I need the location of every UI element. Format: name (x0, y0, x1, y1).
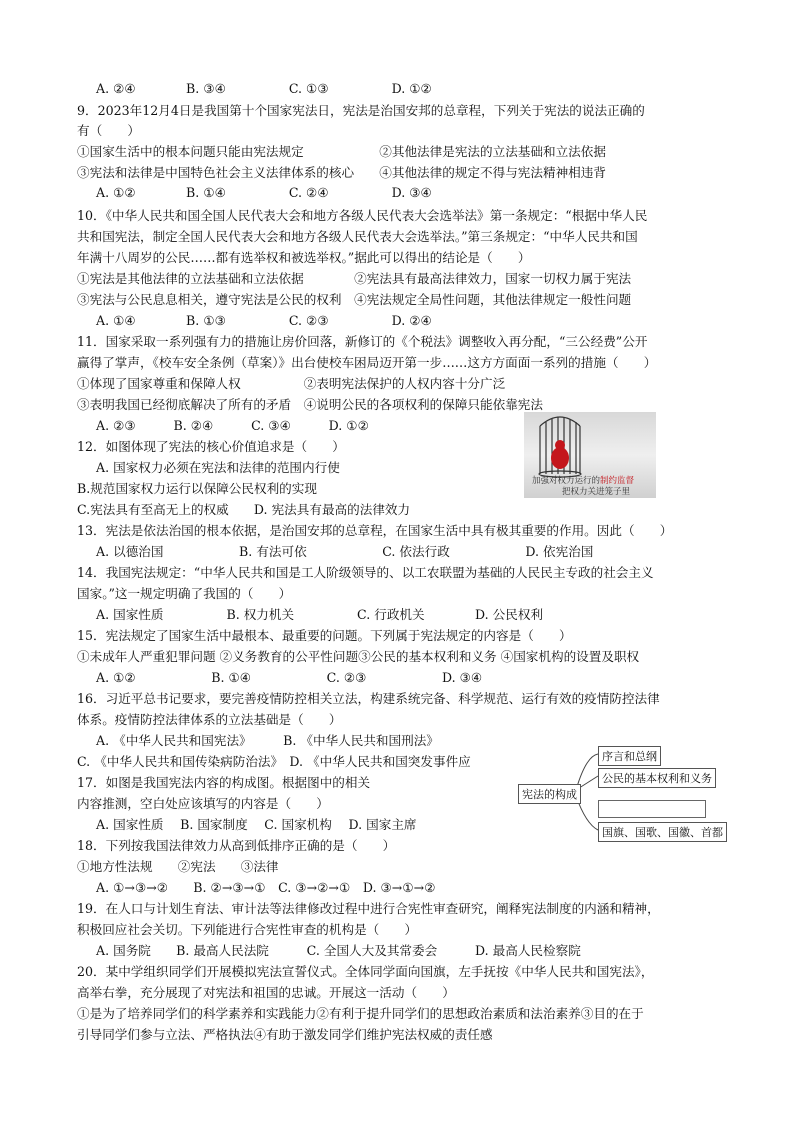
text-line: A. 国务院 B. 最高人民法院 C. 全国人大及其常委会 D. 最高人民检察院 (96, 943, 581, 958)
text-line: C.宪法具有至高无上的权威 D. 宪法具有最高的法律效力 (77, 502, 411, 517)
text-line: 国家。”这一规定明确了我国的（ ） (77, 586, 292, 601)
caption-line-1: 加强对权力运行的制约监督 (532, 476, 635, 486)
text-line: A. 《中华人民共和国宪法》 B. 《中华人民共和国刑法》 (96, 733, 439, 748)
text-line: A. ②③ B. ②④ C. ③④ D. ①② (96, 418, 369, 433)
text-line: 高举右拳，充分展现了对宪法和祖国的忠诚。开展这一活动（ ） (77, 985, 455, 1000)
text-line: 年满十八周岁的公民……都有选举权和被选举权。”据此可以得出的结论是（ ） (77, 250, 531, 265)
text-line: ①体现了国家尊重和保障人权 ②表明宪法保护的人权内容十分广泛 (77, 376, 506, 391)
text-line: 17．如图是我国宪法内容的构成图。根据图中的相关 (77, 775, 371, 790)
text-line: A. ①② B. ①④ C. ②③ D. ③④ (96, 670, 483, 685)
text-line: 19．在人口与计划生育法、审计法等法律修改过程中进行合宪性审查研究，阐释宪法制度的内涵和精神， (77, 901, 660, 916)
text-line: 15．宪法规定了国家生活中最根本、最重要的问题。下列属于宪法规定的内容是（ ） (77, 628, 572, 643)
text-line: A. ①② B. ①④ C. ②④ D. ③④ (96, 185, 432, 200)
text-line: 积极回应社会关切。下列能进行合宪性审查的机构是（ ） (77, 922, 418, 937)
text-line: A. ①④ B. ①③ C. ②③ D. ②④ (96, 313, 432, 328)
text-line: ③宪法和法律是中国特色社会主义法律体系的核心 ④其他法律的规定不得与宪法精神相违背 (77, 165, 606, 180)
text-line: 11．国家采取一系列强有力的措施让房价回落，新修订的《个税法》调整收入再分配，“三公经费”公开 (77, 334, 648, 349)
text-line: A. ②④ B. ③④ C. ①③ D. ①② (96, 81, 432, 96)
text-line: 体系。疫情防控法律体系的立法基础是（ ） (77, 712, 342, 727)
text-line: ①地方性法规 ②宪法 ③法律 (77, 859, 279, 874)
text-line: C. 《中华人民共和国传染病防治法》 D. 《中华人民共和国突发事件应 (77, 754, 471, 769)
diagram-branch-1: 序言和总纲 (598, 746, 661, 766)
constitution-structure-diagram (516, 746, 723, 842)
diagram-branch-3: 国旗、国歌、国徽、首都 (598, 822, 727, 842)
text-line: ①宪法是其他法律的立法基础和立法依据 ②宪法具有最高法律效力，国家一切权力属于宪法 (77, 271, 632, 286)
diagram-center: 宪法的构成 (518, 784, 581, 804)
text-line: A. ①→③→② B. ②→③→① C. ③→②→① D. ③→①→② (96, 880, 436, 895)
question-12-image (524, 412, 656, 498)
text-line: A. 以德治国 B. 有法可依 C. 依法行政 D. 依宪治国 (96, 544, 594, 559)
text-line: B.规范国家权力运行以保障公民权利的实现 (77, 481, 317, 496)
text-line: 13．宪法是依法治国的根本依据，是治国安邦的总章程，在国家生活中具有极其重要的作用。因此（ ） (77, 523, 673, 538)
text-line: 赢得了掌声，《校车安全条例（草案）》出台使校车困局迈开第一步……这方方面面一系列的措施（ ） (77, 355, 657, 370)
text-line: 共和国宪法，制定全国人民代表大会和地方各级人民代表大会选举法。”第三条规定：“中华人民共和国 (77, 229, 638, 244)
text-line: 20．某中学组织同学们开展模拟宪法宣誓仪式。全体同学面向国旗，左手抚按《中华人民共和国宪法》， (77, 964, 654, 979)
text-line: ①是为了培养同学们的科学素养和实践能力②有利于提升同学们的思想政治素质和法治素养③目的在于 (77, 1006, 644, 1021)
text-line: ③宪法与公民息息相关，遵守宪法是公民的权利 ④宪法规定全局性问题，其他法律规定一般性问题 (77, 292, 632, 307)
text-line: 内容推测，空白处应该填写的内容是（ ） (77, 796, 329, 811)
text-line: 18．下列按我国法律效力从高到低排序正确的是（ ） (77, 838, 396, 853)
text-line: ①国家生活中的根本问题只能由宪法规定 ②其他法律是宪法的立法基础和立法依据 (77, 144, 606, 159)
caption-line-2: 把权力关进笼子里 (562, 487, 631, 497)
text-line: A. 国家性质 B. 国家制度 C. 国家机构 D. 国家主席 (96, 817, 417, 832)
text-line: ①未成年人严重犯罪问题 ②义务教育的公平性问题③公民的基本权利和义务 ④国家机构的设置及职权 (77, 649, 640, 664)
text-line: A. 国家权力必须在宪法和法律的范围内行使 (96, 460, 340, 475)
text-line: ③表明我国已经彻底解决了所有的矛盾 ④说明公民的各项权利的保障只能依靠宪法 (77, 397, 543, 412)
diagram-branch-2: 公民的基本权利和义务 (598, 768, 716, 788)
diagram-blank-box (598, 800, 706, 818)
text-line: 16．习近平总书记要求，要完善疫情防控相关立法，构建系统完备、科学规范、运行有效的疫情防控法律 (77, 691, 660, 706)
text-line: A. 国家性质 B. 权力机关 C. 行政机关 D. 公民权利 (96, 607, 544, 622)
text-line: 9．2023年12月4日是我国第十个国家宪法日，宪法是治国安邦的总章程，下列关于宪法的说法正确的 (77, 103, 645, 118)
text-line: 有（ ） (77, 123, 140, 138)
text-line: 14．我国宪法规定：“中华人民共和国是工人阶级领导的、以工农联盟为基础的人民民主专政的社会主义 (77, 565, 654, 580)
text-line: 10．《中华人民共和国全国人民代表大会和地方各级人民代表大会选举法》第一条规定：“根据中华人民 (77, 208, 648, 223)
text-line: 引导同学们参与立法、严格执法④有助于激发同学们维护宪法权威的责任感 (77, 1027, 493, 1042)
text-line: 12．如图体现了宪法的核心价值追求是（ ） (77, 439, 345, 454)
